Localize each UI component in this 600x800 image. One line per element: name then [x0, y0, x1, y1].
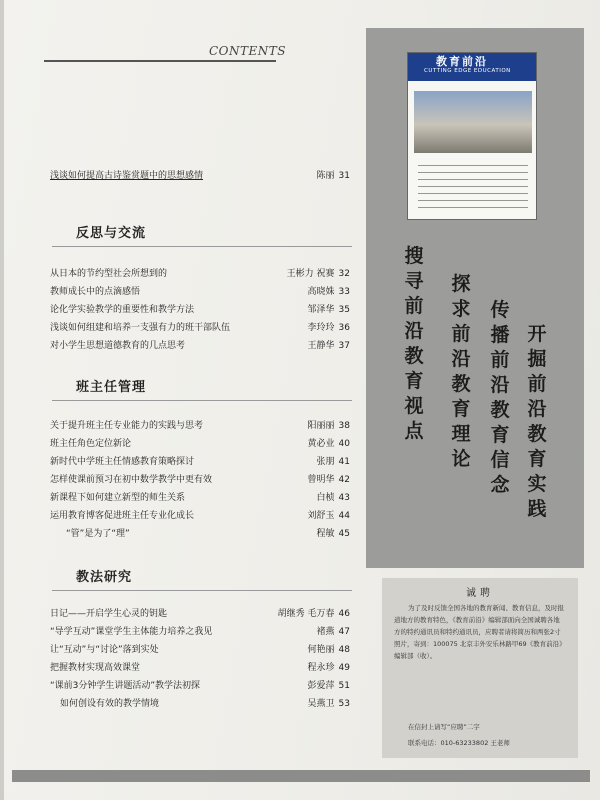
entry-author: 王静华 — [307, 341, 335, 351]
entry-author: 程永珍 — [307, 663, 335, 673]
section-title-teaching-methods: 教法研究 — [76, 570, 133, 585]
recruitment-notice — [382, 578, 578, 758]
toc-entry[interactable] — [50, 302, 350, 315]
entry-author: 阳丽丽 — [307, 421, 335, 431]
entry-page: 49 — [338, 663, 350, 673]
entry-title: 怎样使课前预习在初中数学教学中更有效 — [50, 475, 213, 485]
entry-page: 31 — [338, 171, 350, 181]
entry-page: 51 — [338, 681, 350, 691]
entry-title: 教师成长中的点滴感悟 — [50, 287, 141, 297]
entry-title: “课前3分钟学生讲题活动”教学法初探 — [50, 681, 201, 691]
section-rule — [52, 246, 352, 247]
cover-title: 教育前沿 — [436, 55, 488, 68]
entry-title: “导学互动”课堂学生主体能力培养之我见 — [50, 627, 213, 637]
toc-entry[interactable] — [50, 418, 350, 431]
toc-entry[interactable] — [50, 642, 350, 655]
entry-page: 46 — [338, 609, 350, 619]
entry-page: 35 — [338, 305, 350, 315]
entry-title: 浅谈如何提高古诗鉴赏题中的思想感情 — [50, 171, 204, 181]
entry-author: 何艳丽 — [307, 645, 335, 655]
entry-author: 陈丽 — [316, 171, 335, 181]
toc-entry[interactable] — [50, 338, 350, 351]
toc-entry[interactable] — [50, 508, 350, 521]
entry-page: 53 — [338, 699, 350, 709]
bottom-bar — [12, 770, 590, 782]
toc-entry[interactable] — [50, 320, 350, 333]
slogan-column-2: 传播前沿教育信念 — [490, 299, 510, 496]
entry-title: 运用教育博客促进班主任专业化成长 — [50, 511, 195, 521]
entry-author: 褚燕 — [316, 627, 335, 637]
cover-subtitle: CUTTING EDGE EDUCATION — [424, 68, 511, 74]
entry-title: 让“互动”与“讨论”落到实处 — [50, 645, 159, 655]
toc-entry[interactable] — [50, 660, 350, 673]
entry-title: “管”是为了“理” — [66, 529, 130, 539]
toc-page — [4, 0, 600, 800]
recruitment-body: 为了及时反馈全国各地的教育新闻、教育信息，及时报道地方的教育特色，《教育前沿》编辑部面向全国诚聘各地方的特约通讯员和特约通讯员，应聘者请将简历和两张2寸照片，寄到：100075 北京丰外安乐林路甲69《教育前沿》编辑部（收）。 — [394, 604, 566, 660]
entry-author: 吴燕卫 — [307, 699, 335, 709]
entry-author: 王彬力 祝赛 — [286, 269, 335, 279]
entry-author: 白桢 — [316, 493, 335, 503]
toc-entry[interactable] — [50, 266, 350, 279]
recruitment-phone: 联系电话：010-63233802 王老师 — [408, 739, 510, 747]
section-title-reflection: 反思与交流 — [76, 226, 147, 241]
magazine-cover — [407, 52, 537, 220]
entry-page: 40 — [338, 439, 350, 449]
entry-title: 日记——开启学生心灵的钥匙 — [50, 609, 168, 619]
toc-entry[interactable] — [50, 436, 350, 449]
entry-page: 48 — [338, 645, 350, 655]
slogan-column-1: 开掘前沿教育实践 — [527, 323, 547, 520]
toc-entry-top[interactable] — [50, 168, 350, 181]
entry-title: 如何创设有效的教学情境 — [60, 699, 160, 709]
entry-author: 李玲玲 — [307, 323, 335, 333]
toc-entry[interactable] — [50, 490, 350, 503]
entry-author: 刘舒玉 — [307, 511, 335, 521]
section-rule — [52, 400, 352, 401]
entry-page: 38 — [338, 421, 350, 431]
entry-author: 彭爱萍 — [307, 681, 335, 691]
entry-page: 36 — [338, 323, 350, 333]
entry-author: 高晓姝 — [307, 287, 335, 297]
entry-title: 班主任角色定位新论 — [50, 439, 132, 449]
entry-page: 41 — [338, 457, 350, 467]
section-rule — [52, 590, 352, 591]
entry-title: 新时代中学班主任情感教育策略探讨 — [50, 457, 195, 467]
cover-photo — [414, 91, 532, 153]
entry-author: 邹泽华 — [307, 305, 335, 315]
section-title-class-management: 班主任管理 — [76, 380, 147, 395]
toc-entry[interactable] — [50, 678, 350, 691]
entry-author: 胡继秀 毛万春 — [277, 609, 335, 619]
entry-page: 32 — [338, 269, 350, 279]
entry-author: 曾明华 — [307, 475, 335, 485]
toc-entry[interactable] — [50, 284, 350, 297]
entry-page: 45 — [338, 529, 350, 539]
entry-author: 程敏 — [316, 529, 335, 539]
entry-page: 33 — [338, 287, 350, 297]
toc-entry[interactable] — [60, 696, 350, 709]
recruitment-title: 诚聘 — [466, 588, 494, 599]
entry-title: 关于提升班主任专业能力的实践与思考 — [50, 421, 204, 431]
toc-entry[interactable] — [50, 606, 350, 619]
entry-page: 43 — [338, 493, 350, 503]
slogan-column-3: 探求前沿教育理论 — [451, 273, 471, 470]
entry-author: 黄必业 — [307, 439, 335, 449]
entry-page: 37 — [338, 341, 350, 351]
contents-rule — [44, 60, 276, 62]
entry-page: 47 — [338, 627, 350, 637]
toc-entry[interactable] — [50, 472, 350, 485]
entry-page: 44 — [338, 511, 350, 521]
entry-title: 把握教材实现高效课堂 — [50, 663, 141, 673]
entry-author: 张朋 — [316, 457, 335, 467]
entry-title: 从日本的节约型社会所想到的 — [50, 269, 168, 279]
toc-entry[interactable] — [66, 526, 350, 539]
entry-title: 浅谈如何组建和培养一支强有力的班干部队伍 — [50, 323, 231, 333]
entry-page: 42 — [338, 475, 350, 485]
slogan-column-4: 搜寻前沿教育视点 — [404, 245, 424, 442]
contents-heading: CONTENTS — [209, 44, 287, 58]
entry-title: 对小学生思想道德教育的几点思考 — [50, 341, 186, 351]
cover-text-lines — [418, 165, 528, 209]
entry-title: 论化学实验教学的重要性和教学方法 — [50, 305, 195, 315]
entry-title: 新课程下如何建立新型的师生关系 — [50, 493, 186, 503]
toc-entry[interactable] — [50, 624, 350, 637]
toc-entry[interactable] — [50, 454, 350, 467]
recruitment-note: 在信封上请写“应聘”二字 — [408, 723, 480, 731]
